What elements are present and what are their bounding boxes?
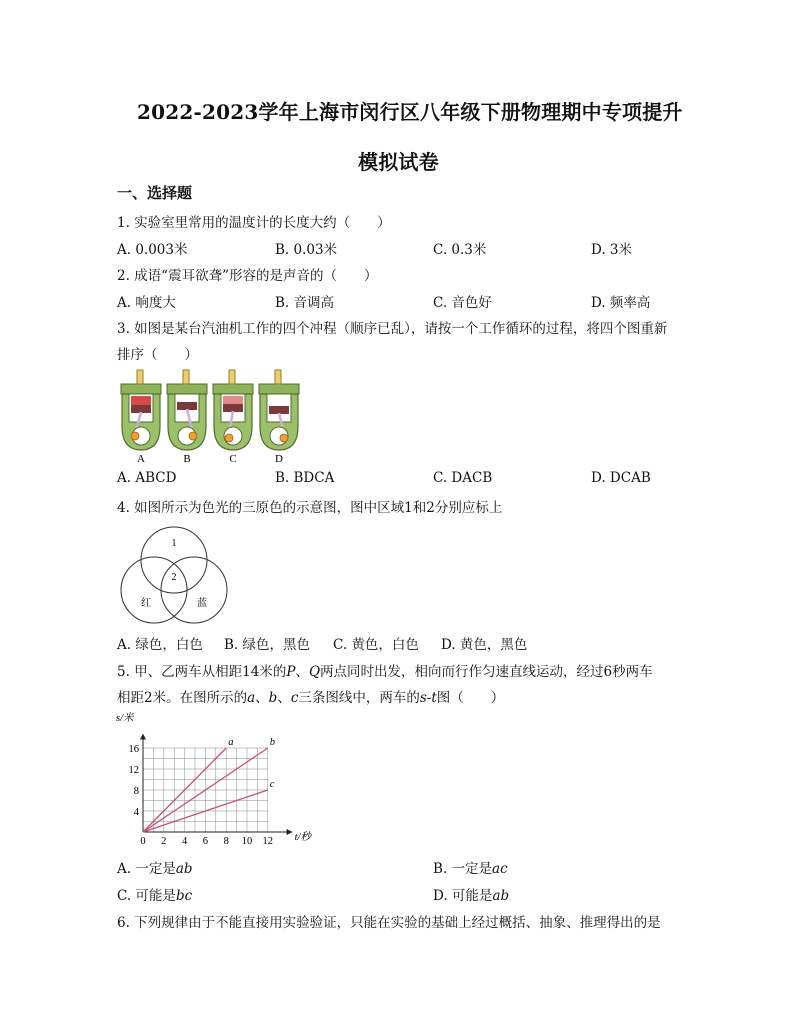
question-4-option-c: C. 黄色，白色 — [333, 637, 419, 653]
question-5-option-b — [433, 857, 508, 877]
series-label-c: c — [269, 779, 275, 790]
q5-line2-text-2: 、 — [255, 690, 269, 706]
q5-line2-text-1: 相距2米。在图所示的 — [117, 690, 248, 706]
color-venn-figure — [116, 524, 232, 626]
q5-option-d-prefix: D. 可能是 — [433, 888, 493, 904]
q5-option-d-var: ab — [492, 888, 510, 904]
question-5-option-a — [117, 857, 193, 877]
q5-var-a: a — [247, 690, 256, 706]
x-tick-label: 8 — [223, 836, 229, 847]
question-2-stem: 2. 成语“震耳欲聋”形容的是声音的（ ） — [117, 268, 378, 284]
x-tick-label: 12 — [262, 836, 274, 847]
question-5-option-d — [433, 884, 509, 904]
y-tick-label: 8 — [133, 786, 139, 797]
question-5-stem-line1 — [117, 660, 653, 680]
venn-label-2: 2 — [171, 572, 177, 583]
engine-strokes-figure — [116, 366, 310, 464]
x-tick-label: 6 — [202, 836, 209, 847]
question-3-option-c: C. DACB — [433, 470, 493, 486]
q5-var-b: b — [268, 690, 278, 706]
x-axis-label: t/秒 — [294, 832, 311, 843]
page-subtitle: 模拟试卷 — [358, 150, 439, 174]
question-4-stem: 4. 如图所示为色光的三原色的示意图，图中区域1和2分别应标上 — [117, 500, 503, 516]
engine-label-d: D — [275, 453, 283, 464]
q5-option-b-var: ac — [492, 861, 508, 877]
section-title: 一、选择题 — [117, 184, 193, 202]
question-3-option-d: D. DCAB — [591, 470, 651, 486]
question-5-option-c — [117, 884, 192, 904]
question-2-option-d: D. 频率高 — [591, 295, 651, 311]
question-3-option-a: A. ABCD — [117, 470, 177, 486]
x-tick-label: 0 — [140, 836, 146, 847]
q5-option-a-var: ab — [175, 861, 193, 877]
series-label-b: b — [269, 737, 276, 748]
q5-var-q: Q — [308, 664, 321, 680]
q5-option-c-prefix: C. 可能是 — [117, 888, 176, 904]
question-4-option-b: B. 绿色，黑色 — [224, 637, 311, 653]
question-3-option-b: B. BDCA — [275, 470, 335, 486]
question-2-option-c: C. 音色好 — [433, 295, 492, 311]
venn-circle-top — [141, 527, 207, 593]
engine-diagram-d — [259, 370, 299, 464]
q5-line2-text-3: 、 — [277, 690, 291, 706]
question-1-stem: 1. 实验室里常用的温度计的长度大约（ ） — [117, 215, 391, 231]
question-4-option-a: A. 绿色，白色 — [117, 637, 203, 653]
question-1-option-b: B. 0.03米 — [275, 242, 338, 258]
y-tick-label: 12 — [128, 765, 139, 776]
question-2-option-b: B. 音调高 — [275, 295, 335, 311]
q5-line2-text-5: 图（ ） — [436, 690, 505, 706]
y-tick-label: 4 — [133, 807, 139, 818]
venn-label-1: 1 — [171, 538, 177, 549]
x-tick-label: 10 — [241, 836, 253, 847]
engine-diagram-c — [213, 370, 253, 464]
q5-option-a-prefix: A. 一定是 — [117, 861, 176, 877]
y-tick-label: 16 — [128, 744, 139, 755]
series-label-a: a — [228, 737, 234, 748]
engine-label-c: C — [229, 453, 237, 464]
question-5-stem-line2 — [117, 686, 504, 706]
q5-var-c: c — [290, 690, 299, 706]
question-3-stem-line2: 排序（ ） — [117, 347, 198, 363]
question-1-option-d: D. 3米 — [591, 242, 633, 258]
venn-circle-blue — [161, 557, 227, 623]
x-tick-label: 4 — [181, 836, 188, 847]
engine-label-a: A — [137, 453, 145, 464]
engine-diagram-a — [121, 370, 161, 464]
question-3-stem-line1: 3. 如图是某台汽油机工作的四个冲程（顺序已乱），请按一个工作循环的过程，将四个图重新 — [117, 321, 668, 337]
q5-var-p: P — [286, 664, 296, 680]
page-title: 2022-2023学年上海市闵行区八年级下册物理期中专项提升 — [137, 100, 683, 124]
x-axis-arrow — [287, 829, 293, 835]
question-6-stem: 6. 下列规律由于不能直接用实验验证，只能在实验的基础上经过概括、抽象、推理得出的是 — [117, 915, 661, 931]
engine-diagram-b — [167, 370, 207, 464]
y-axis-arrow — [140, 734, 146, 740]
question-1-option-a: A. 0.003米 — [117, 242, 188, 258]
venn-label-red: 红 — [141, 598, 151, 609]
q5-line2-text-4: 三条图线中，两车的 — [298, 690, 420, 706]
question-1-option-c: C. 0.3米 — [433, 242, 487, 258]
q5-option-c-var: bc — [175, 888, 193, 904]
q5-line1-text-2: 、 — [295, 664, 309, 680]
q5-var-st: s-t — [419, 690, 437, 706]
question-2-option-a: A. 响度大 — [117, 295, 176, 311]
question-4-option-d: D. 黄色，黑色 — [441, 637, 528, 653]
st-graph — [112, 708, 312, 848]
venn-circle-red — [121, 557, 187, 623]
venn-label-blue: 蓝 — [197, 598, 207, 609]
q5-line1-text-1: 5. 甲、乙两车从相距14米的 — [117, 664, 287, 680]
y-axis-label: s/米 — [116, 713, 134, 724]
x-tick-label: 2 — [161, 836, 167, 847]
q5-option-b-prefix: B. 一定是 — [433, 861, 493, 877]
engine-label-b: B — [183, 453, 191, 464]
q5-line1-text-3: 两点同时出发，相向而行作匀速直线运动，经过6秒两车 — [320, 664, 653, 680]
